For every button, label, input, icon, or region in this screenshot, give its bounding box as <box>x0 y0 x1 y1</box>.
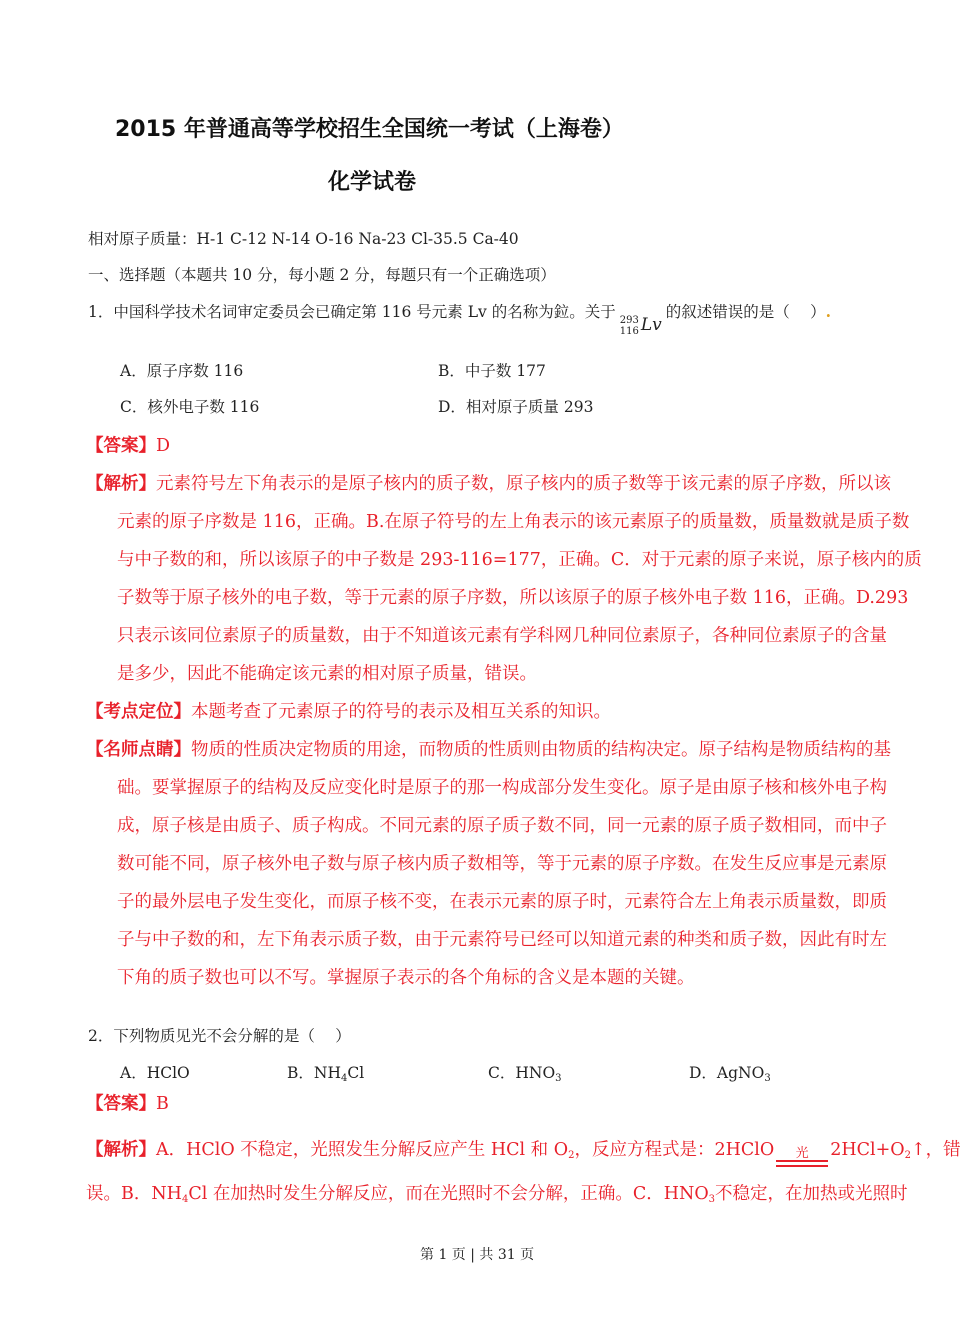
mingshi-text: 物质的性质决定物质的用途，而物质的性质则由物质的结构决定。原子结构是物质结构的基 <box>191 740 891 760</box>
analysis-text: Cl 在加热时发生分解反应，而在光照时不会分解，正确。C．HNO <box>188 1184 709 1204</box>
subscript: 3 <box>764 1073 771 1084</box>
atomic-masses: 相对原子质量：H-1 C-12 N-14 O-16 Na-23 Cl-35.5 Ca-40 <box>88 230 519 248</box>
q1-mingshi-line: 础。要掌握原子的结构及反应变化时是原子的那一构成部分发生变化。原子是由原子核和核外电子构 <box>117 778 887 798</box>
page-footer: 第 1 页 | 共 31 页 <box>420 1247 535 1263</box>
section-heading: 一、选择题（本题共 10 分，每小题 2 分，每题只有一个正确选项） <box>88 266 556 284</box>
reaction-condition: 光 <box>795 1146 809 1161</box>
analysis-text: ，反应方程式是：2HClO <box>574 1140 775 1160</box>
analysis-text: 不稳定，在加热或光照时 <box>715 1184 908 1204</box>
analysis-text: 误。B．NH <box>86 1184 182 1204</box>
analysis-tag: 【解析】 <box>86 474 156 494</box>
mass-number: 293 <box>619 315 639 326</box>
option-text: B．NH <box>287 1064 341 1082</box>
answer-value: D <box>156 436 171 456</box>
element-symbol: Lv <box>640 315 662 336</box>
q1-option-c: C．核外电子数 116 <box>120 398 260 416</box>
subscript: 4 <box>181 1194 189 1205</box>
analysis-text: 2HCl+O <box>830 1140 905 1160</box>
kaodian-tag: 【考点定位】 <box>86 702 191 722</box>
option-text: D．A <box>689 1064 729 1082</box>
q1-mingshi-line: 子的最外层电子发生变化，而原子核不变，在表示元素的原子时，元素符合左上角表示质量数，即质 <box>117 892 887 912</box>
q2-option-a: A．HClO <box>120 1064 190 1082</box>
double-bar <box>776 1160 828 1167</box>
subscript: 3 <box>555 1073 562 1084</box>
subscript: 3 <box>708 1194 716 1205</box>
q1-analysis-line <box>86 474 891 494</box>
page-title: 2015 年普通高等学校招生全国统一考试（上海卷） <box>115 117 624 142</box>
q2-option-c <box>488 1065 562 1085</box>
subscript: 4 <box>340 1073 348 1084</box>
atomic-number: 116 <box>619 326 639 337</box>
nuclide-numbers <box>620 315 639 337</box>
q2-analysis-line <box>86 1140 961 1167</box>
q1-answer <box>86 436 170 456</box>
question-1-stem <box>88 303 831 337</box>
q2-option-b <box>287 1065 364 1085</box>
answer-tag: 【答案】 <box>86 1094 156 1114</box>
q1-option-b: B．中子数 177 <box>438 362 546 380</box>
option-text: gNO <box>728 1064 765 1082</box>
q2-analysis-line <box>86 1184 908 1206</box>
q1-mingshi-line: 下角的质子数也可以不写。掌握原子表示的各个角标的含义是本题的关键。 <box>117 968 695 988</box>
q1-kaodian <box>86 702 611 722</box>
q2-option-d <box>689 1065 771 1085</box>
mingshi-tag: 【名师点睛】 <box>86 740 191 760</box>
q1-stem-before: 1．中国科学技术名词审定委员会已确定第 116 号元素 Lv 的名称为鉝。关于 <box>88 303 616 321</box>
nuclide-symbol <box>620 315 662 337</box>
answer-value: B <box>156 1094 169 1114</box>
analysis-text: 元素符号左下角表示的是原子核内的质子数，原子核内的质子数等于该元素的原子序数，所以该 <box>156 474 891 494</box>
question-2-stem: 2．下列物质见光不会分解的是（ ） <box>88 1027 351 1045</box>
q1-mingshi-line <box>86 740 891 760</box>
q1-option-a: A．原子序数 116 <box>120 362 244 380</box>
q1-stem-after: 的叙述错误的是（ ） <box>665 303 826 321</box>
subscript: 2 <box>904 1150 911 1161</box>
q1-analysis-line: 元素的原子序数是 116，正确。B.在原子符号的左上角表示的该元素原子的质量数，质量数就是质子数 <box>117 512 910 532</box>
option-text: Cl <box>347 1064 365 1082</box>
q2-answer <box>86 1094 169 1114</box>
q1-analysis-line: 与中子数的和，所以该原子的中子数是 293-116=177，正确。C．对于元素的原子来说，原子核内的质 <box>117 550 922 570</box>
analysis-tag: 【解析】 <box>86 1140 156 1160</box>
q1-option-d: D．相对原子质量 293 <box>438 398 594 416</box>
kaodian-text: 本题考查了元素原子的符号的表示及相互关系的知识。 <box>191 702 611 722</box>
q1-analysis-line: 只表示该同位素原子的质量数，由于不知道该元素有学科网几种同位素原子，各种同位素原子的含量 <box>117 626 887 646</box>
page-subtitle: 化学试卷 <box>328 170 417 195</box>
subscript: 2 <box>568 1150 575 1161</box>
q1-mingshi-line: 数可能不同，原子核外电子数与原子核内质子数相等，等于元素的原子序数。在发生反应事是元素原 <box>117 854 887 874</box>
reaction-equals-sign <box>774 1147 830 1167</box>
analysis-text: A．HClO 不稳定，光照发生分解反应产生 HCl 和 O <box>156 1140 569 1160</box>
option-text: C．HNO <box>488 1064 556 1082</box>
q1-mingshi-line: 子与中子数的和，左下角表示质子数，由于元素符号已经可以知道元素的种类和质子数，因此有时左 <box>117 930 887 950</box>
analysis-text: ↑，错 <box>910 1140 961 1160</box>
answer-tag: 【答案】 <box>86 436 156 456</box>
q1-analysis-line: 子数等于原子核外的电子数，等于元素的原子序数，所以该原子的原子核外电子数 116，正确。D.293 <box>117 588 909 608</box>
q1-mingshi-line: 成，原子核是由质子、质子构成。不同元素的原子质子数不同，同一元素的原子质子数相同，而中子 <box>117 816 887 836</box>
q1-analysis-line: 是多少，因此不能确定该元素的相对原子质量，错误。 <box>117 664 537 684</box>
stem-dot: . <box>825 302 832 321</box>
